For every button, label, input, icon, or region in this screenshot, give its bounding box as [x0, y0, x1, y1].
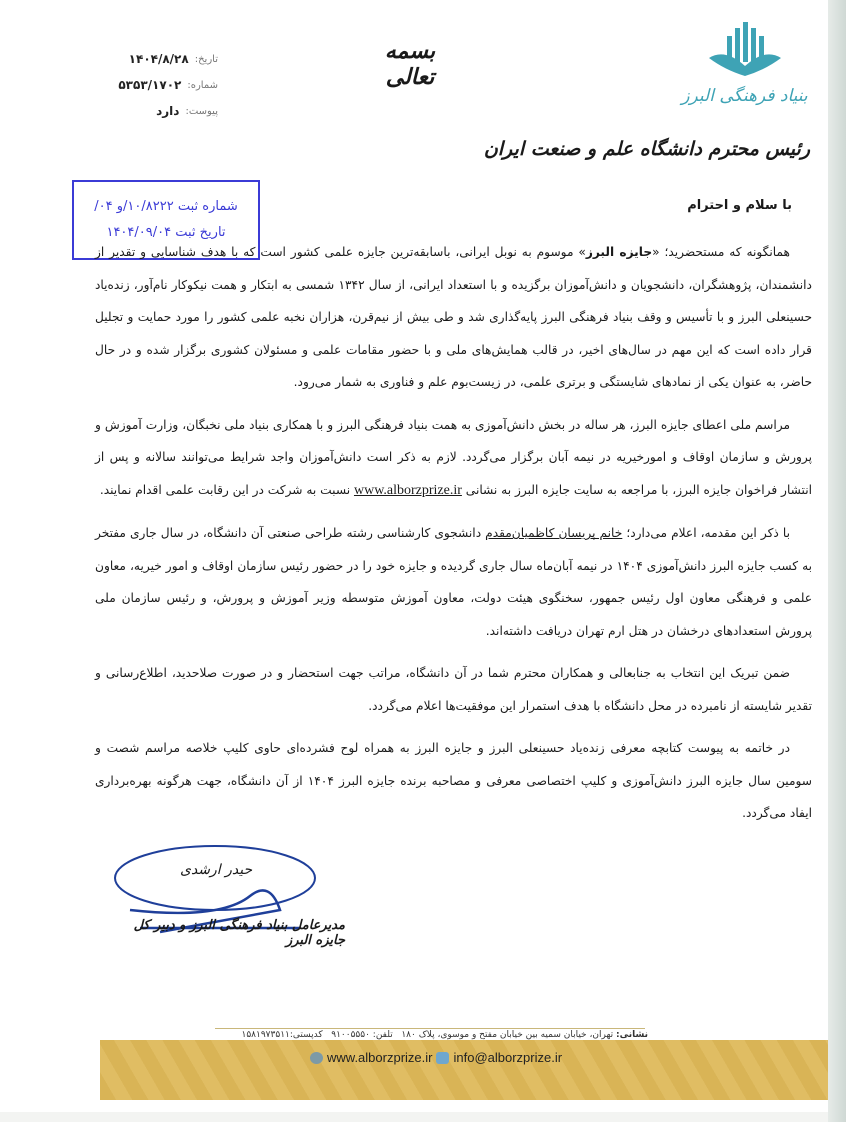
- attachment-label: پیوست:: [185, 105, 218, 117]
- signatory-title: مدیرعامل بنیاد فرهنگی البرز و دبیر کل جایزه البرز: [133, 918, 345, 948]
- attachment-value: دارد: [156, 104, 180, 118]
- footer-address: [210, 1030, 648, 1040]
- globe-icon: [310, 1052, 323, 1064]
- footer-website[interactable]: www.alborzprize.ir: [327, 1050, 433, 1065]
- letter-metadata: [88, 46, 218, 124]
- footer-band: [100, 1040, 828, 1100]
- addressee: رئیس محترم دانشگاه علم و صنعت ایران: [483, 138, 810, 160]
- alborz-foundation-logo: [672, 18, 817, 118]
- phone-label: تلفن:: [372, 1030, 393, 1040]
- paragraph-5: در خاتمه به پیوست کتابچه معرفی زنده‌یاد حسینعلی البرز و جایزه البرز به همراه لوح فشرده‌ای حاوی کلیپ خلاصه مراسم شصت و سومین سال جایزه البرز دانش‌آموزی و کلیپ اختصاصی معرفی و مصاحبه برنده جایزه البرز ۱۴۰۴ از آن دانشگاه، جهت هرگونه بهره‌برداری ایفاد می‌گردد.: [95, 741, 812, 820]
- footer-contacts: [310, 1050, 562, 1065]
- letter-body: [95, 236, 812, 840]
- text: همانگونه که مستحضرید؛ «: [652, 245, 790, 259]
- date-value: ۱۴۰۴/۸/۲۸: [128, 52, 189, 66]
- text: با ذکر این مقدمه، اعلام می‌دارد؛: [622, 526, 790, 540]
- text: نسبت به شرکت در این رقابت علمی اقدام نمایند.: [99, 482, 354, 497]
- text: مراسم ملی اعطای جایزه البرز، هر ساله در بخش دانش‌آموزی به همت بنیاد فرهنگی البرز و با همکاری بنیاد ملی نخبگان، وزارت آموزش و پرورش و سازمان اوقاف و امورخیریه در نیمه آبان برگزار می‌گردد. لازم به ذکر است دانش‌آموزان واجد شرایط می‌توانند سالانه و پس از انتشار فراخوان جایزه البرز، با مراجعه به سایت جایزه البرز به نشانی: [95, 417, 812, 497]
- greeting: با سلام و احترام: [687, 198, 792, 213]
- address-value: تهران، خیابان سمیه بین خیابان مفتح و موسوی، پلاک ۱۸۰: [401, 1030, 614, 1040]
- text: » موسوم به نوبل ایرانی، باسابقه‌ترین جایزه علمی کشور است که با هدف شناسایی و تقدیر از دانشمندان، پژوهشگران، دانشجویان و دانش‌آموزان برگزیده و با استعداد ایرانی، از سال ۱۳۴۲ شمسی به ابتکار و همت نیکوکار نام‌آور، زنده‌یاد حسینعلی البرز و با تأسیس و وقف بنیاد فرهنگی البرز پایه‌گذاری شد و طی بیش از نیم‌قرن، هزاران نخبه علمی کشور را مورد حمایت و تجلیل قرار داده است که این مهم در سال‌های اخیر، در قالب همایش‌های ملی و با حضور مقامات علمی و مسئولان کشوری برگزار شده و در حال حاضر، به عنوان یکی از نمادهای شایستگی و برتری علمی، در زیست‌بوم علم و فناوری به شمار می‌رود.: [95, 245, 812, 389]
- logo-emblem-icon: [705, 18, 785, 80]
- stamp-registration-number: شماره ثبت ۱۰/۸۲۲۲/و ۰۴/: [94, 199, 238, 214]
- paragraph-4: ضمن تبریک این انتخاب به جنابعالی و همکاران محترم شما در آن دانشگاه، مراتب جهت استحضار و در صورت صلاحدید، اطلاع‌رسانی و تقدیر شایسته از نامبرده در محل دانشگاه با هدف استمرار این موفقیت‌ها اعلام می‌گردد.: [95, 666, 812, 713]
- footer-email[interactable]: info@alborzprize.ir: [453, 1050, 563, 1065]
- paragraph-1: [95, 236, 812, 399]
- awardee-name: خانم پریسان کاظمیان‌مقدم: [485, 526, 623, 540]
- scan-edge: [828, 0, 846, 1122]
- website-link[interactable]: www.alborzprize.ir: [353, 482, 462, 498]
- phone-value: ۹۱۰۰۵۵۵۰: [331, 1030, 370, 1040]
- postal-value: ۱۵۸۱۹۷۳۵۱۱: [241, 1030, 290, 1040]
- address-label: نشانی:: [615, 1030, 648, 1040]
- footer-divider: [215, 1028, 645, 1029]
- signatory-name: حیدر ارشدی: [180, 862, 253, 878]
- paragraph-2: [95, 409, 812, 508]
- signature-block: [100, 840, 345, 955]
- postal-label: کدپستی:: [289, 1030, 323, 1040]
- number-label: شماره:: [187, 79, 218, 91]
- number-value: ۵۳۵۳/۱۷۰۲: [118, 78, 182, 92]
- stamp-registration-date: تاریخ ثبت ۱۴۰۴/۰۹/۰۴: [106, 225, 226, 240]
- paragraph-3: [95, 517, 812, 647]
- basmala: بسمه تعالی: [384, 38, 436, 90]
- logo-text: بنیاد فرهنگی البرز: [681, 86, 808, 106]
- date-label: تاریخ:: [194, 53, 218, 65]
- text: دانشجوی کارشناسی رشته طراحی صنعتی آن دانشگاه، در سال جاری مفتخر به کسب جایزه البرز دانش‌آموزی ۱۴۰۴ در نیمه آبان‌ماه سال جاری گردیده و جایزه خود را در حضور رئیس سازمان اوقاف و امور خیریه، معاون علمی و فرهنگی معاون اول رئیس جمهور، سخنگوی هیئت دولت، معاون آموزش متوسطه وزیر آموزش و پرورش، و رئیس سازمان ملی پرورش استعدادهای درخشان در هتل ارم تهران دریافت داشته‌اند.: [95, 526, 813, 638]
- prize-name: جایزه البرز: [585, 245, 653, 259]
- email-icon: [436, 1052, 449, 1064]
